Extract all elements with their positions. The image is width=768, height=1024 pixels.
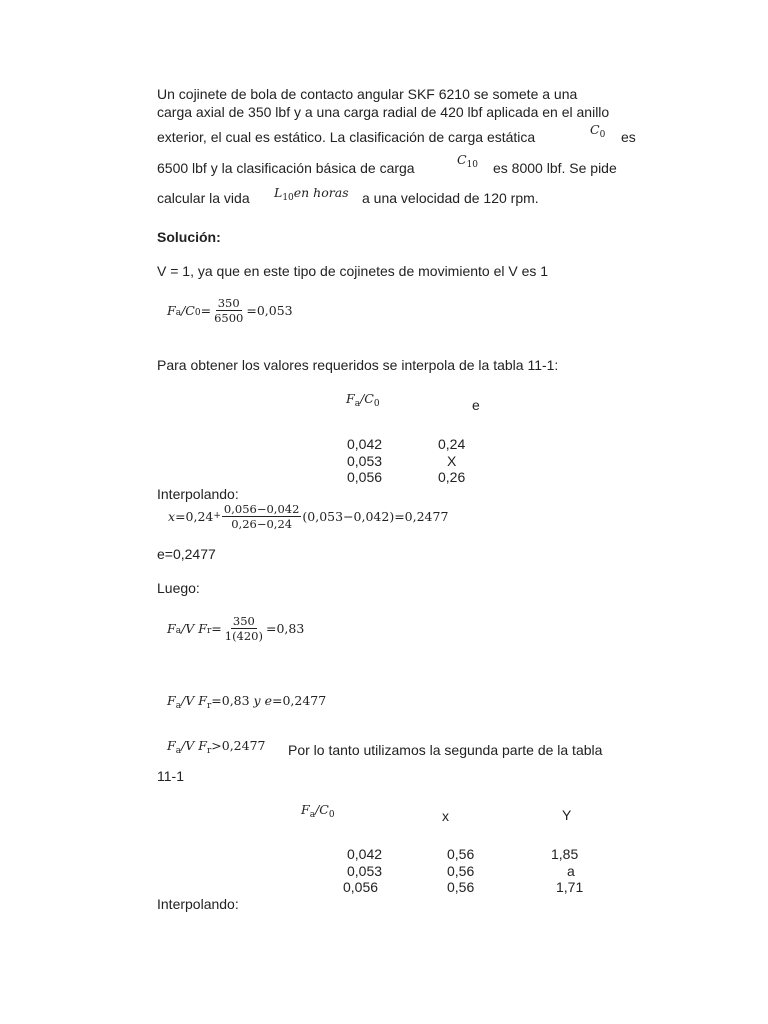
eq3-result: =0,83: [266, 621, 305, 636]
table1-header-e: e: [472, 397, 480, 413]
table2-header-y: Y: [562, 807, 572, 823]
symbol-c10: [457, 151, 478, 171]
problem-line-4-end: es 8000 lbf. Se pide: [493, 160, 617, 176]
eq3-denominator: 1(420): [224, 629, 263, 643]
t1-h-csub: 0: [373, 399, 380, 409]
table2-header-fa-c0: [301, 801, 335, 821]
eq1-numerator: 350: [217, 296, 240, 310]
interpolating-label-1: Interpolando:: [157, 486, 239, 502]
t1-h-fsub: a: [354, 399, 361, 409]
problem-line-5-end: a una velocidad de 120 rpm.: [362, 190, 539, 206]
equation-fa-vfr-gt: [167, 737, 265, 757]
eq1-result: =0,053: [246, 303, 293, 318]
e-result: e=0,2477: [157, 546, 216, 562]
table2-header-x: x: [442, 808, 449, 824]
table1-row-3-col-1: 0,056: [347, 469, 383, 485]
equation-fa-c0: [167, 296, 293, 325]
table2-row-3-col-2: 0,56: [447, 879, 475, 895]
problem-line-1: Un cojinete de bola de contacto angular SKF 6210 se somete a una: [157, 86, 578, 102]
problem-line-4: 6500 lbf y la clasificación básica de carga: [157, 160, 415, 176]
eq5-rsub: r: [206, 746, 212, 756]
eq3-rsub: r: [206, 626, 212, 636]
symbol-c0: [590, 121, 605, 141]
eq1-csub: 0: [194, 308, 201, 318]
eq4-fsub: a: [175, 701, 182, 711]
eq2-fraction: [222, 502, 301, 531]
eq2-x: x: [168, 509, 176, 524]
eq3-fsub: a: [175, 626, 182, 636]
table1-row-1-col-1: 0,042: [347, 436, 383, 452]
problem-line-3: [157, 129, 535, 146]
eq2-plus: +: [213, 511, 221, 521]
t2-h-c: /C: [315, 802, 329, 817]
t1-h-c: /C: [360, 391, 374, 406]
interpolating-label-2: Interpolando:: [157, 896, 239, 912]
eq4-mid: /V F: [181, 693, 207, 708]
table2-row-1-col-1: 0,042: [347, 846, 383, 862]
eq1-f: F: [167, 303, 176, 318]
table1-header-fa-c0: [346, 390, 380, 410]
t2-h-f: F: [301, 802, 310, 817]
t2-h-fsub: a: [309, 810, 316, 820]
c10-base: C: [457, 152, 467, 167]
conclusion-text-2: 11-1: [157, 768, 184, 784]
eq5-mid: /V F: [181, 738, 207, 753]
problem-line-5: calcular la vida: [157, 190, 250, 206]
l10-suffix: en horas: [293, 185, 349, 200]
problem-line-3-end: es: [621, 129, 636, 145]
table1-row-2-col-1: 0,053: [347, 453, 383, 469]
eq3-numerator: 350: [232, 614, 255, 628]
eq3-mid: /V F: [181, 621, 207, 636]
v-statement: V = 1, ya que en este tipo de cojinetes de movimiento el V es 1: [157, 263, 549, 279]
eq4-rsub: r: [206, 701, 212, 711]
eq1-denominator: 6500: [214, 311, 244, 325]
eq4-f: F: [167, 693, 176, 708]
eq4-e: e: [260, 693, 272, 708]
eq1-equals: =: [200, 303, 212, 318]
table2-row-1-col-2: 0,56: [447, 846, 475, 862]
c10-sub: 10: [466, 160, 479, 170]
conclusion-text: Por lo tanto utilizamos la segunda parte de la tabla: [288, 742, 603, 758]
solution-heading: Solución:: [157, 229, 221, 245]
eq5-f: F: [167, 738, 176, 753]
eq3-equals: =: [211, 621, 222, 636]
table1-row-2-col-2: X: [447, 453, 457, 469]
eq1-fsub: a: [175, 308, 182, 318]
l10-base: L: [274, 185, 283, 200]
eq3-f: F: [167, 621, 176, 636]
eq5-fsub: a: [175, 746, 182, 756]
eq4-result: =0,2477: [271, 693, 327, 708]
table2-row-2-col-2: 0,56: [447, 863, 475, 879]
eq1-c: /C: [181, 303, 195, 318]
eq4-y: y: [253, 693, 261, 708]
c0-sub: 0: [599, 130, 606, 140]
table2-row-3-col-1: 0,056: [343, 879, 379, 895]
table2-row-1-col-3: 1,85: [551, 846, 579, 862]
equation-fa-vfr: [167, 614, 304, 643]
eq5-result: >0,2477: [211, 738, 266, 753]
luego-label: Luego:: [157, 580, 200, 596]
interp-intro: Para obtener los valores requeridos se interpola de la tabla 11-1:: [157, 357, 559, 373]
t2-h-csub: 0: [328, 810, 335, 820]
table2-row-3-col-3: 1,71: [556, 879, 584, 895]
c0-base: C: [590, 122, 600, 137]
eq2-numerator: 0,056−0,042: [223, 502, 300, 516]
equation-interpolation: [168, 502, 448, 531]
eq2-paren: (0,053−0,042): [302, 509, 395, 524]
eq3-fraction: [223, 614, 265, 643]
eq4-rest: =0,83: [211, 693, 254, 708]
equation-fa-vfr-e: [167, 692, 326, 712]
symbol-l10: [274, 184, 349, 204]
eq2-base: =0,24: [175, 509, 214, 524]
table1-row-3-col-2: 0,26: [438, 469, 466, 485]
problem-line-2: carga axial de 350 lbf y a una carga radial de 420 lbf aplicada en el anillo: [157, 104, 610, 120]
table1-row-1-col-2: 0,24: [438, 436, 466, 452]
l10-sub: 10: [282, 193, 294, 203]
problem-line-3-text: exterior, el cual es estático. La clasificación de carga estática: [157, 129, 536, 145]
eq1-fraction: [212, 296, 245, 325]
eq2-result: =0,2477: [394, 509, 449, 524]
table2-row-2-col-1: 0,053: [347, 863, 383, 879]
table2-row-2-col-3: a: [567, 863, 575, 879]
t1-h-f: F: [346, 391, 355, 406]
eq2-denominator: 0,26−0,24: [231, 517, 293, 531]
